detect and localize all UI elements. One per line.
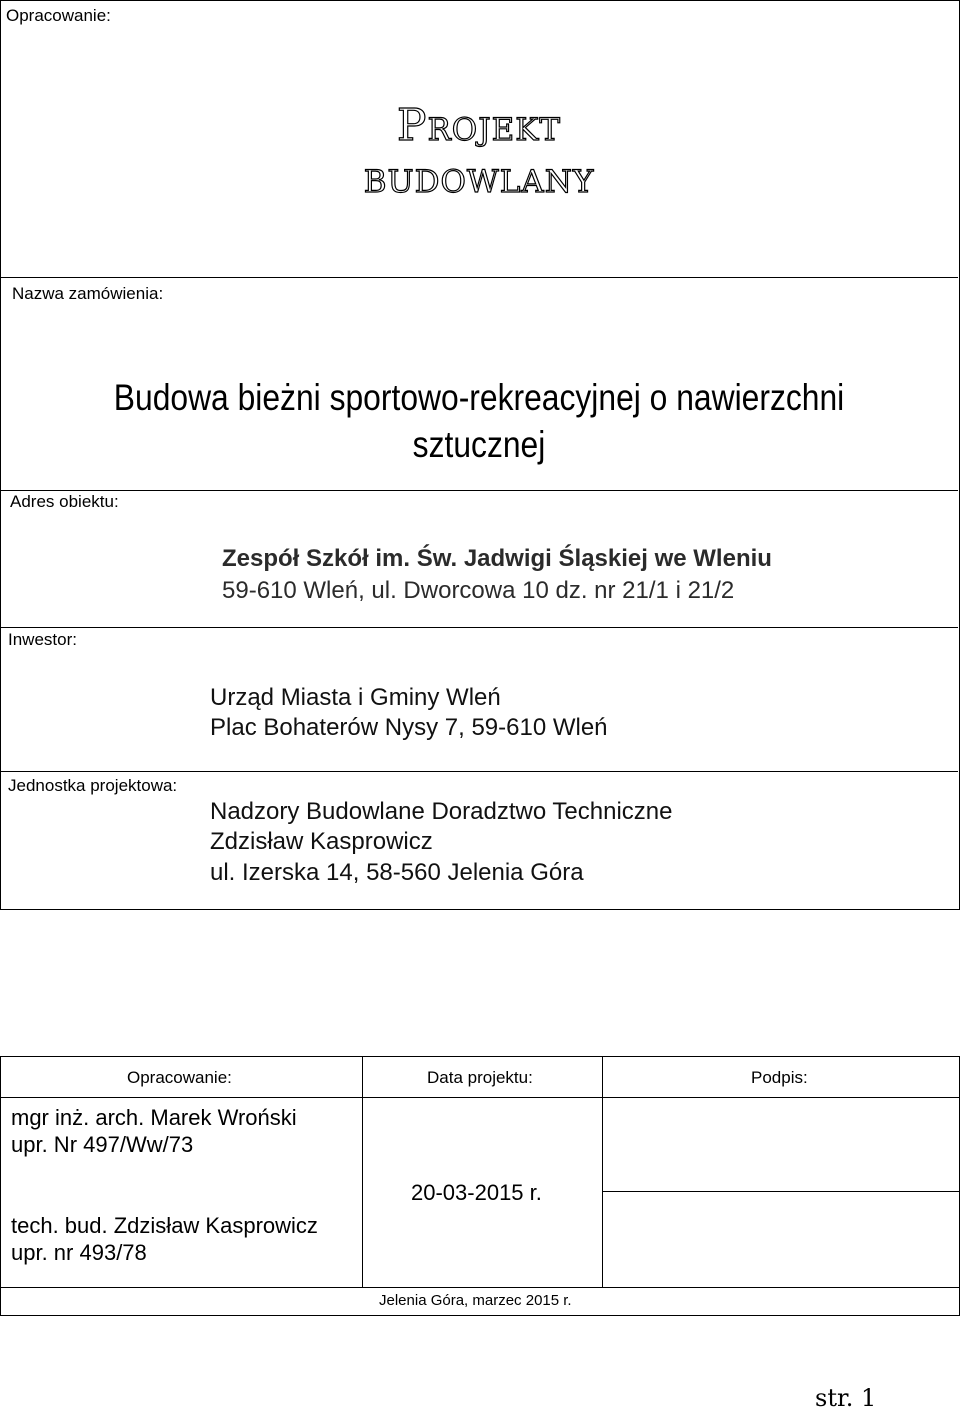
title-line-1: Projekt	[396, 100, 562, 151]
col-date-header: Data projektu:	[427, 1068, 533, 1087]
investor-label: Inwestor:	[8, 630, 77, 649]
order-name-line-1: Budowa bieżni sportowo-rekreacyjnej o nawierzchni	[113, 377, 845, 418]
table-divider	[602, 1191, 959, 1192]
title-line-2: budowlany	[363, 152, 595, 203]
signature-table	[0, 1056, 960, 1316]
divider	[0, 490, 958, 491]
address-line-1: Zespół Szkół im. Św. Jadwigi Śląskiej we Wleniu	[222, 545, 772, 572]
opracowanie-label: Opracowanie:	[6, 6, 111, 25]
investor-line-1: Urząd Miasta i Gminy Wleń	[210, 684, 501, 711]
author-2-license: upr. nr 493/78	[11, 1240, 147, 1265]
divider	[0, 277, 958, 278]
design-unit-line-3: ul. Izerska 14, 58-560 Jelenia Góra	[210, 859, 584, 886]
author-1-name: mgr inż. arch. Marek Wroński	[11, 1105, 297, 1130]
design-unit-line-1: Nadzory Budowlane Doradztwo Techniczne	[210, 798, 673, 825]
col-signature-header: Podpis:	[751, 1068, 808, 1087]
page-number: str. 1	[815, 1384, 877, 1412]
order-label: Nazwa zamówienia:	[12, 284, 164, 303]
address-label: Adres obiektu:	[10, 492, 119, 511]
author-1-license: upr. Nr 497/Ww/73	[11, 1132, 194, 1157]
table-divider	[602, 1057, 603, 1287]
design-unit-label: Jednostka projektowa:	[8, 776, 178, 795]
table-divider	[1, 1287, 959, 1288]
place-date-footer: Jelenia Góra, marzec 2015 r.	[379, 1292, 572, 1309]
divider	[0, 771, 958, 772]
col-opracowanie-header: Opracowanie:	[127, 1068, 232, 1087]
address-line-2: 59-610 Wleń, ul. Dworcowa 10 dz. nr 21/1 i 21/2	[222, 577, 735, 604]
table-divider	[1, 1097, 959, 1098]
project-date: 20-03-2015 r.	[411, 1180, 542, 1205]
design-unit-line-2: Zdzisław Kasprowicz	[210, 828, 433, 855]
table-divider	[362, 1057, 363, 1287]
investor-line-2: Plac Bohaterów Nysy 7, 59-610 Wleń	[210, 714, 608, 741]
order-name-line-2: sztucznej	[412, 424, 546, 465]
author-2-name: tech. bud. Zdzisław Kasprowicz	[11, 1213, 318, 1238]
divider	[0, 627, 958, 628]
